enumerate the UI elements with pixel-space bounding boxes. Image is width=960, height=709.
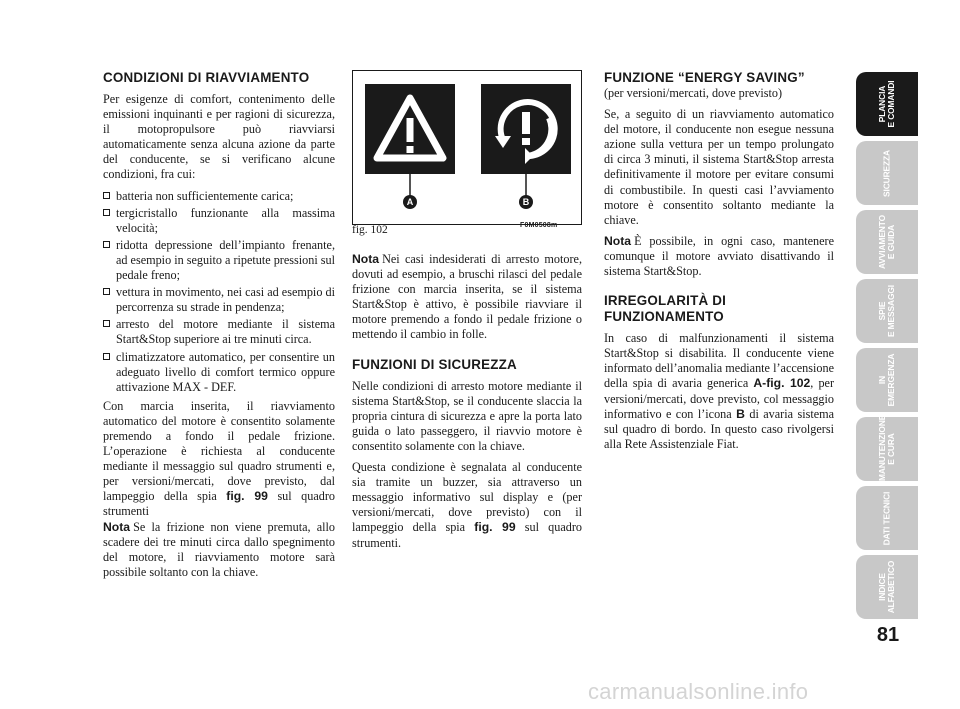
paragraph-signal: [352, 460, 582, 551]
paragraph-text: , per versioni/mercati, dove previsto, col messaggio informativo e con l’icona: [604, 376, 835, 421]
figure-code: F0M0508m: [520, 222, 558, 229]
heading-riavviamento: CONDIZIONI DI RIAVVIAMENTO: [103, 70, 310, 85]
tab-label: SICUREZZA: [881, 149, 892, 197]
start-stop-panel: [481, 84, 571, 174]
heading-irregolarita: IRREGOLARITÀ DI FUNZIONAMENTO: [604, 293, 727, 325]
paragraph-text: sul quadro strumenti: [103, 489, 336, 519]
list-item: vettura in movimento, nei casi ad esempio di percorrenza su strade in pendenza;: [103, 285, 335, 315]
note-label: Nota: [604, 233, 632, 248]
list-item: tergicristallo funzionante alla massima velocità;: [103, 206, 335, 236]
subheading-versions: (per versioni/mercati, dove previsto): [604, 86, 783, 100]
paragraph-text: di avaria sistema sul quadro di bordo. In questo caso rivolgersi alla Rete Assistenziale Fiat.: [604, 406, 835, 451]
paragraph-energy: Se, a seguito di un riavviamento automatico del motore, il conducente non esegue nessuna azione sulla vettura per un tempo prolungato di circa 3 minuti, il sistema Start&Stop arresta definitivamente il motore per evitare consumi di combustibile. In questi casi l’avviamento motore è consentito soltanto mediante la chiave.: [604, 107, 834, 227]
leader-line-a: [409, 174, 411, 196]
note-paragraph: [352, 252, 582, 343]
column-left: [103, 70, 335, 586]
figure-102: [352, 70, 582, 225]
figure-caption: fig. 102: [352, 224, 388, 236]
paragraph-safety: Nelle condizioni di arresto motore mediante il sistema Start&Stop, se il conducente slaccia la propria cintura di sicurezza e apre la porta lato guida o lato passeggero, il riavvio motore è consentito solamente con la chiave.: [352, 378, 582, 453]
paragraph-text: In caso di malfunzionamenti il sistema Start&Stop si disabilita. Il conducente viene informato dell’anomalia mediante l’accensione della spia di avaria generica: [604, 331, 834, 391]
start-stop-fault-icon: [481, 84, 571, 174]
note-text: Nei casi indesiderati di arresto motore, dovuti ad esempio, a bruschi rilasci del pedale frizione con marcia inserita, se il sistema Start&Stop è attivo, è possibile riavviare il motore premendo a fondo il pedale frizione o mettendo il cambio in folle.: [352, 252, 582, 342]
tab-label: IN EMERGENZA: [877, 353, 896, 407]
note-label: Nota: [103, 519, 131, 534]
tab-label: INDICE ALFABETICO: [877, 560, 896, 614]
warning-triangle-icon: [365, 84, 455, 174]
paragraph-text: Questa condizione è segnalata al conducente sia tramite un buzzer, sia attraverso un messaggio informativo sul display e (per versioni/mercati, dove previsto) con il lampeggio della spia: [352, 460, 582, 535]
heading-energy-saving: FUNZIONE “ENERGY SAVING”: [604, 70, 805, 85]
page-number: 81: [876, 624, 900, 646]
note-text: È possibile, in ogni caso, mantenere comunque il motore avviato disattivando il sistema Start&Stop.: [604, 233, 834, 279]
note-text: Se la frizione non viene premuta, allo scadere dei tre minuti circa dallo spegnimento del motore, il riavviamento motore sarà possibile soltanto con la chiave.: [103, 519, 335, 579]
leader-line-b: [525, 174, 527, 196]
figure-reference: A-fig. 102: [753, 376, 811, 391]
tab-in-emergenza[interactable]: [856, 348, 918, 412]
column-right: [604, 70, 834, 458]
tab-label: AVVIAMENTO E GUIDA: [877, 214, 896, 270]
list-item: arresto del motore mediante il sistema Start&Stop superiore ai tre minuti circa.: [103, 317, 335, 347]
column-middle: [352, 252, 582, 557]
tab-label: SPIE E MESSAGGI: [877, 284, 896, 338]
list-item: ridotta depressione dell’impianto frenante, ad esempio in seguito a ripetute pressioni sul pedale freno;: [103, 238, 335, 283]
paragraph-text: sul quadro strumenti.: [352, 520, 583, 550]
tab-label: MANUTENZIONE E CURA: [877, 414, 896, 481]
paragraph-malfunction: [604, 331, 834, 452]
list-item: climatizzatore automatico, per consentire un adeguato livello di comfort termico oppure attivazione MAX - DEF.: [103, 350, 335, 395]
warning-panel: [365, 84, 455, 174]
paragraph-text: Con marcia inserita, il riavviamento automatico del motore è consentito solamente premendo a fondo il pedale frizione. L’operazione è richiesta al conducente mediante il messaggio sul quadro strumenti e, per versioni/mercati, dove previsto, dal lampeggio della spia: [103, 398, 335, 504]
tab-avviamento-e-guida[interactable]: [856, 210, 918, 274]
figure-reference: fig. 99: [474, 520, 516, 535]
figure-reference: B: [736, 406, 745, 421]
note-paragraph: [604, 234, 834, 279]
watermark: carmanualsonline.info: [588, 679, 809, 704]
list-item: batteria non sufficientemente carica;: [103, 189, 335, 204]
paragraph-marcia: [103, 399, 335, 520]
section-tabs: [856, 72, 918, 624]
tab-plancia-e-comandi[interactable]: [856, 72, 918, 136]
note-paragraph: [103, 520, 335, 580]
tab-label: PLANCIA E COMANDI: [877, 80, 896, 128]
tab-spie-e-messaggi[interactable]: [856, 279, 918, 343]
heading-sicurezza: FUNZIONI DI SICUREZZA: [352, 356, 517, 372]
tab-sicurezza[interactable]: [856, 141, 918, 205]
paragraph-intro: Per esigenze di comfort, contenimento delle emissioni inquinanti e per ragioni di sicurezza, il motopropulsore può riavviarsi automaticamente senza alcuna azione da parte del conducente, se si verificano alcune condizioni, fra cui:: [103, 92, 335, 182]
label-a-badge: A: [403, 195, 417, 209]
tab-indice-alfabetico[interactable]: [856, 555, 918, 619]
note-label: Nota: [352, 252, 380, 266]
tab-manutenzione-e-cura[interactable]: [856, 414, 918, 481]
figure-reference: fig. 99: [226, 489, 268, 504]
condition-list: [103, 189, 335, 395]
label-b-badge: B: [519, 195, 533, 209]
tab-dati-tecnici[interactable]: [856, 486, 918, 550]
tab-label: DATI TECNICI: [881, 491, 892, 545]
